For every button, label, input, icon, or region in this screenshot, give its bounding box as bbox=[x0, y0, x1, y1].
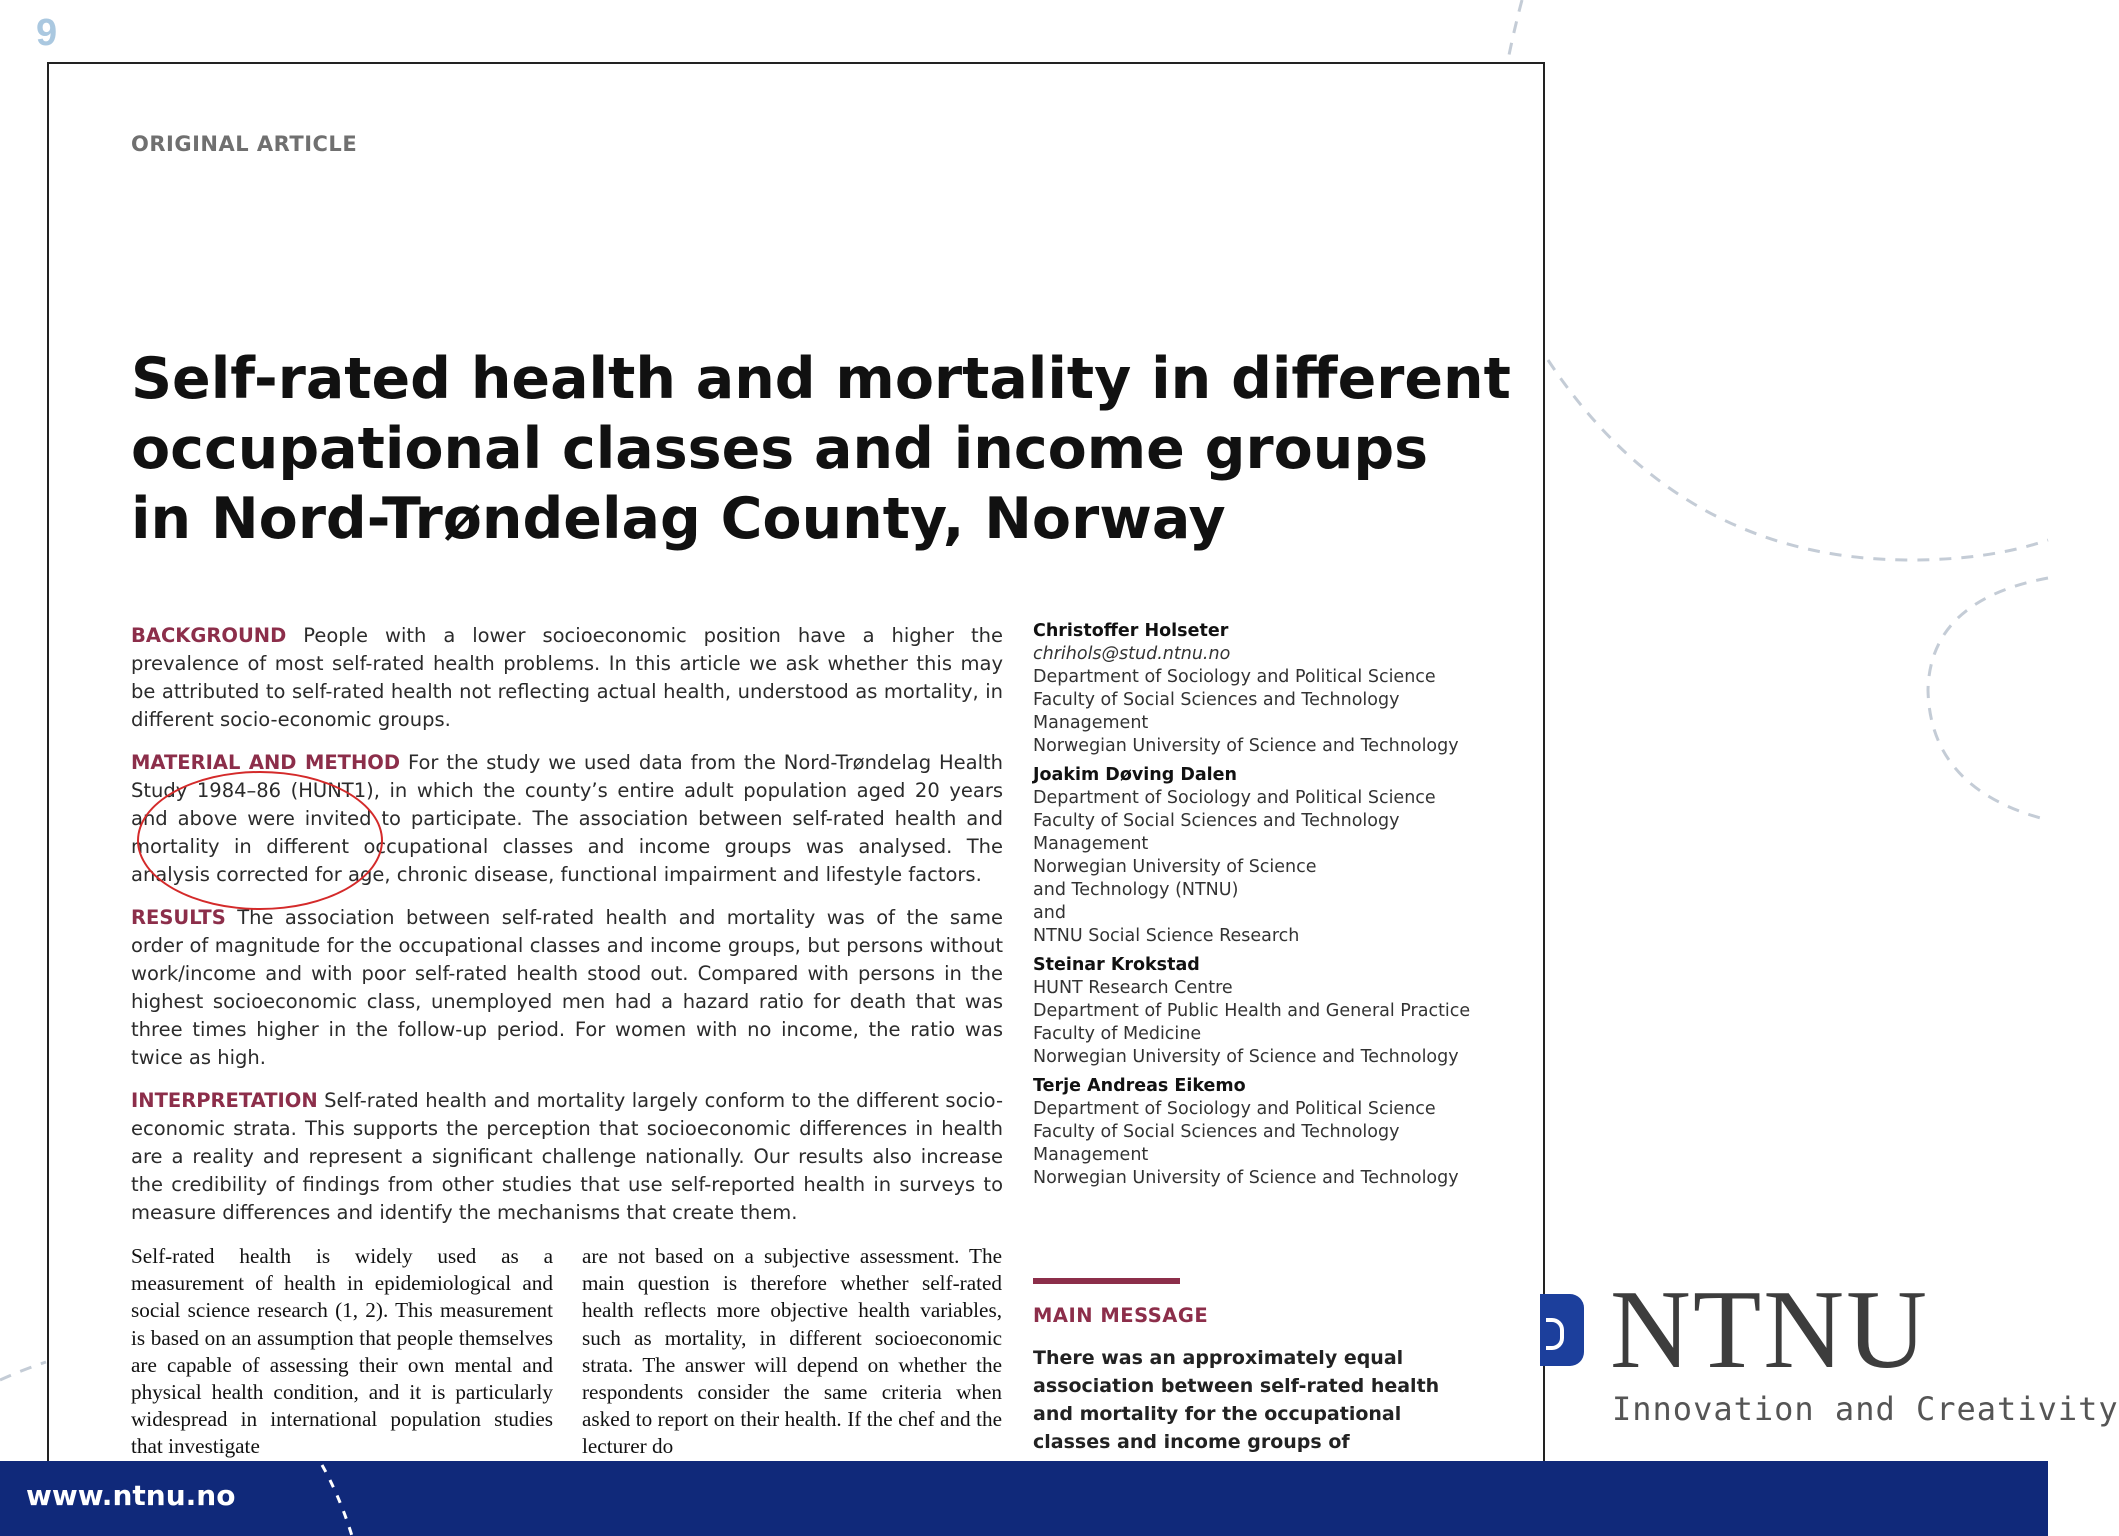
author-name: Christoffer Holseter bbox=[1033, 621, 1229, 641]
affiliation-line: Norwegian University of Science bbox=[1033, 857, 1317, 877]
affiliation-line: Norwegian University of Science and Technology bbox=[1033, 736, 1459, 756]
affiliation-line: Faculty of Medicine bbox=[1033, 1024, 1202, 1044]
affiliation-line: NTNU Social Science Research bbox=[1033, 926, 1300, 946]
affiliation-line: Management bbox=[1033, 834, 1149, 854]
article-title bbox=[131, 344, 1511, 554]
affiliation-line: Norwegian University of Science and Technology bbox=[1033, 1168, 1459, 1188]
author-block bbox=[1033, 954, 1503, 1069]
ntnu-wordmark: NTNU bbox=[1610, 1268, 1930, 1392]
abstract-method bbox=[131, 749, 1003, 889]
affiliation-line: and bbox=[1033, 903, 1066, 923]
body-text-column-1: Self-rated health is widely used as a measurement of health in epidemiological and social science research (1, 2). This measurement is based on an assumption that people themselves are capable of assessing their own mental and physical health condition, and it is particularly widespread in international population studies that investigate bbox=[131, 1244, 553, 1459]
slide-number: 9 bbox=[36, 12, 58, 54]
section-heading: RESULTS bbox=[131, 906, 226, 929]
ntnu-logo-mark-icon bbox=[1540, 1294, 1584, 1366]
main-message-label: MAIN MESSAGE bbox=[1033, 1304, 1209, 1327]
affiliation-line: Department of Sociology and Political Science bbox=[1033, 788, 1436, 808]
affiliation-line: Faculty of Social Sciences and Technology bbox=[1033, 1122, 1400, 1142]
footer-website-link[interactable]: www.ntnu.no bbox=[26, 1479, 236, 1512]
footer-bar bbox=[0, 1461, 2048, 1536]
abstract bbox=[131, 622, 1003, 1242]
abstract-results bbox=[131, 904, 1003, 1072]
author-block bbox=[1033, 1075, 1503, 1190]
author-block bbox=[1033, 620, 1503, 758]
affiliation-line: Management bbox=[1033, 713, 1149, 733]
title-line: in Nord-Trøndelag County, Norway bbox=[131, 486, 1226, 552]
affiliation-line: Department of Sociology and Political Science bbox=[1033, 1099, 1436, 1119]
affiliation-line: and Technology (NTNU) bbox=[1033, 880, 1239, 900]
affiliation-line: Department of Sociology and Political Science bbox=[1033, 667, 1436, 687]
title-line: Self-rated health and mortality in different bbox=[131, 346, 1511, 412]
author-name: Terje Andreas Eikemo bbox=[1033, 1076, 1246, 1096]
title-line: occupational classes and income groups bbox=[131, 416, 1429, 482]
section-text: Self-rated health and mortality largely conform to the different socio-economic strata. This supports the perception that socioeconomic differences in health are a reality and represent a significant challenge nationally. Our results also increase the credibility of findings from other studies that use self-reported health in surveys to measure differences and identify the mechanisms that create them. bbox=[131, 1089, 1003, 1224]
section-heading: BACKGROUND bbox=[131, 624, 287, 647]
body-text-column-2: are not based on a subjective assessment. The main question is therefore whether self-rated health reflects more objective health variables, such as mortality, in different socioeconomic strata. The answer will depend on whether the respondents consider the same criteria when asked to report on their health. If the chef and the lecturer do bbox=[582, 1244, 1002, 1459]
article-page bbox=[47, 62, 1545, 1466]
main-message-rule bbox=[1033, 1278, 1180, 1284]
affiliation-line: Norwegian University of Science and Technology bbox=[1033, 1047, 1459, 1067]
author-name: Steinar Krokstad bbox=[1033, 955, 1200, 975]
section-text: The association between self-rated health and mortality was of the same order of magnitude for the occupational classes and income groups, but persons without work/income and with poor self-rated health stood out. Compared with persons in the highest socioeconomic class, unemployed men had a hazard ratio for death that was three times higher in the follow-up period. For women with no income, the ratio was twice as high. bbox=[131, 906, 1003, 1069]
author-list bbox=[1033, 620, 1503, 1196]
author-email[interactable]: chrihols@stud.ntnu.no bbox=[1033, 644, 1231, 664]
abstract-background bbox=[131, 622, 1003, 734]
abstract-interpretation bbox=[131, 1087, 1003, 1227]
article-kicker: ORIGINAL ARTICLE bbox=[131, 132, 358, 156]
section-heading: INTERPRETATION bbox=[131, 1089, 318, 1112]
section-heading: MATERIAL AND METHOD bbox=[131, 751, 401, 774]
section-text: For the study we used data from the Nord-Trøndelag Health Study 1984–86 (HUNT1), in which the county’s entire adult population aged 20 years and above were invited to participate. The association between self-rated health and mortality in different occupational classes and income groups was analysed. The analysis corrected for age, chronic disease, functional impairment and lifestyle factors. bbox=[131, 751, 1004, 886]
section-text: People with a lower socioeconomic position have a higher the prevalence of most self-rated health problems. In this article we ask whether this may be attributed to self-rated health not reflecting actual health, understood as mortality, in different socio-economic groups. bbox=[131, 624, 1003, 731]
affiliation-line: Faculty of Social Sciences and Technology bbox=[1033, 690, 1400, 710]
affiliation-line: Management bbox=[1033, 1145, 1149, 1165]
affiliation-line: HUNT Research Centre bbox=[1033, 978, 1233, 998]
affiliation-line: Department of Public Health and General Practice bbox=[1033, 1001, 1471, 1021]
author-block bbox=[1033, 764, 1503, 948]
footer-decoration bbox=[0, 1461, 2048, 1536]
main-message-text: There was an approximately equal association between self-rated health and mortality for the occupational classes and income groups of bbox=[1033, 1347, 1440, 1453]
ntnu-tagline: Innovation and Creativity bbox=[1612, 1390, 2119, 1428]
ntnu-logo bbox=[1540, 1268, 2119, 1438]
affiliation-line: Faculty of Social Sciences and Technology bbox=[1033, 811, 1400, 831]
author-name: Joakim Døving Dalen bbox=[1033, 765, 1238, 785]
